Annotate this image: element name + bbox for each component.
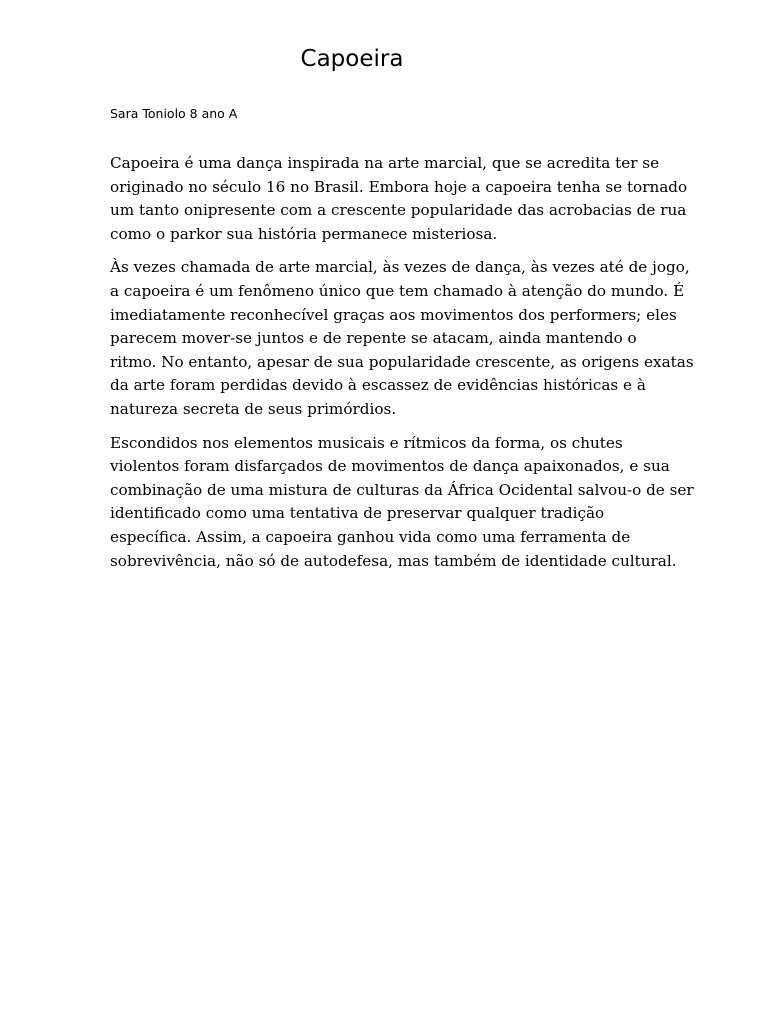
text-line: natureza secreta de seus primórdios. xyxy=(110,399,397,418)
paragraph-1 xyxy=(110,152,688,246)
text-line: ritmo. No entanto, apesar de sua popularidade crescente, as origens exatas xyxy=(110,352,694,371)
text-line: Às vezes chamada de arte marcial, às vezes de dança, às vezes até de jogo, xyxy=(110,258,690,277)
paragraph-3 xyxy=(110,432,694,574)
text-line: combinação de uma mistura de culturas da África Ocidental salvou-o de ser xyxy=(110,480,694,499)
text-line: violentos foram disfarçados de movimentos de dança apaixonados, e sua xyxy=(110,457,670,476)
text-line: específica. Assim, a capoeira ganhou vida como uma ferramenta de xyxy=(110,527,631,546)
document-title: Capoeira xyxy=(300,46,404,72)
text-line: parecem mover-se juntos e de repente se atacam, ainda mantendo o xyxy=(110,329,637,348)
text-line: Capoeira é uma dança inspirada na arte marcial, que se acredita ter se xyxy=(110,154,660,172)
text-line: Escondidos nos elementos musicais e rítmicos da forma, os chutes xyxy=(110,433,623,452)
paragraph-2 xyxy=(110,256,694,421)
document-author: Sara Toniolo 8 ano A xyxy=(110,106,238,121)
text-line: originado no século 16 no Brasil. Embora hoje a capoeira tenha se tornado xyxy=(110,177,688,196)
text-line: identificado como uma tentativa de preservar qualquer tradição xyxy=(110,504,605,523)
text-line: da arte foram perdidas devido à escassez de evidências históricas e à xyxy=(110,376,646,395)
text-line: como o parkor sua história permanece misteriosa. xyxy=(110,224,498,243)
text-line: imediatamente reconhecível graças aos movimentos dos performers; eles xyxy=(110,305,677,324)
document-body xyxy=(110,152,694,583)
text-line: sobrevivência, não só de autodefesa, mas também de identidade cultural. xyxy=(110,551,677,570)
text-line: um tanto onipresente com a crescente popularidade das acrobacias de rua xyxy=(110,201,687,220)
text-line: a capoeira é um fenômeno único que tem chamado à atenção do mundo. É xyxy=(110,281,685,300)
